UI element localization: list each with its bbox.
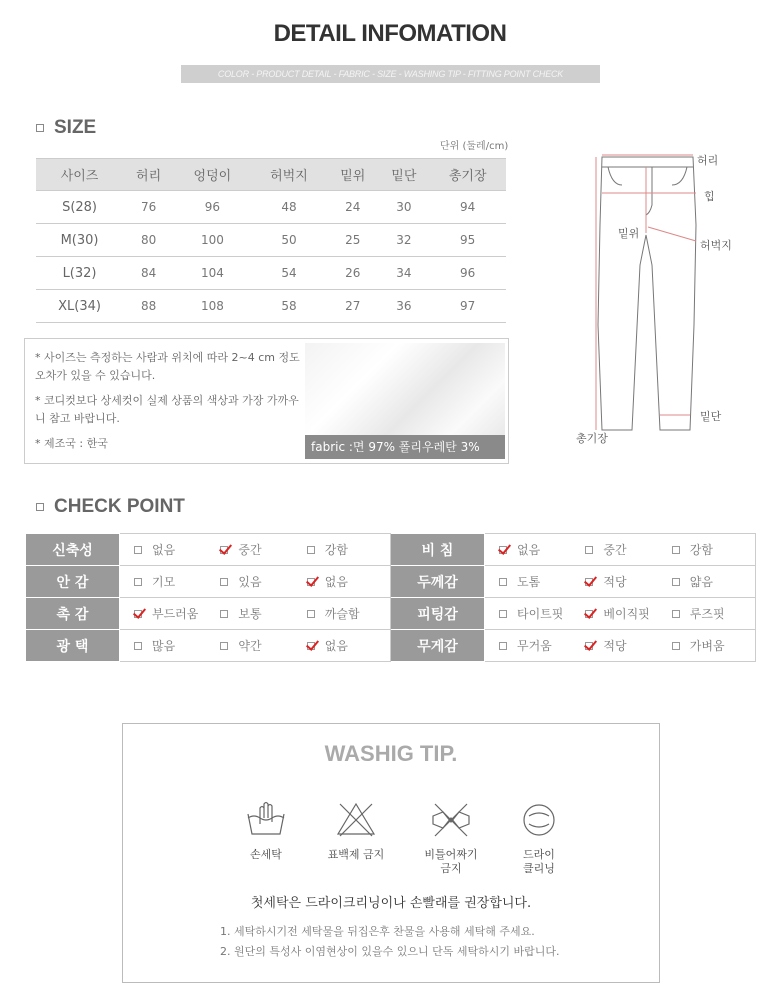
check-options: [485, 630, 756, 662]
size-column-header: 엉덩이: [174, 159, 251, 191]
check-category: 피팅감: [391, 598, 485, 630]
measurement-cell: 100: [174, 224, 251, 257]
check-option-label: 없음: [152, 543, 176, 557]
checkbox-icon: [134, 546, 142, 554]
table-row: [36, 290, 506, 323]
no-bleach-item: [316, 800, 396, 862]
checkbox-icon: [499, 642, 507, 650]
size-label-cell: M(30): [36, 224, 123, 257]
check-options: [120, 566, 391, 598]
note-item: * 사이즈는 측정하는 사람과 위치에 따라 2~4 cm 정도 오차가 있을 수 있습니다.: [35, 351, 300, 382]
size-label-cell: XL(34): [36, 290, 123, 323]
checked-box-icon: [585, 642, 593, 650]
no-wring-label: 비틀어짜기 금지: [424, 848, 478, 875]
hand-wash-item: [226, 800, 306, 862]
check-option-label: 가벼움: [689, 639, 725, 653]
no-bleach-label: 표백제 금지: [327, 848, 385, 861]
no-bleach-icon: [334, 800, 378, 840]
check-option: [293, 605, 379, 622]
check-options: [120, 534, 391, 566]
check-option-label: 베이직핏: [603, 607, 650, 621]
dry-clean-label: 드라이 클리닝: [523, 848, 555, 875]
check-category: 광 택: [26, 630, 120, 662]
label-hem: 밑단: [700, 410, 722, 423]
measurement-cell: 94: [429, 191, 506, 224]
check-category: 무게감: [391, 630, 485, 662]
check-option-label: 많음: [152, 639, 176, 653]
check-category: 안 감: [26, 566, 120, 598]
checkbox-icon: [220, 610, 228, 618]
hand-wash-label: 손세탁: [250, 848, 282, 861]
table-row: [36, 191, 506, 224]
check-option-label: 얇음: [689, 575, 713, 589]
section-nav-bar: COLOR - PRODUCT DETAIL - FABRIC - SIZE - WASHING TIP - FITTING POINT CHECK: [181, 65, 600, 83]
check-option-label: 약간: [238, 639, 262, 653]
size-label-cell: L(32): [36, 257, 123, 290]
fabric-swatch-image: [305, 343, 505, 459]
check-options: [485, 566, 756, 598]
page-title: DETAIL INFOMATION: [273, 20, 507, 47]
check-options: [485, 534, 756, 566]
measurement-cell: 58: [251, 290, 328, 323]
measurement-cell: 30: [378, 191, 429, 224]
measurement-cell: 48: [251, 191, 328, 224]
check-category: 두께감: [391, 566, 485, 598]
checkbox-icon: [499, 578, 507, 586]
measurement-cell: 97: [429, 290, 506, 323]
checkbox-icon: [672, 610, 680, 618]
checked-box-icon: [499, 546, 507, 554]
measurement-cell: 88: [123, 290, 174, 323]
pants-outline-icon: [560, 145, 760, 455]
washing-lead-text: 첫세탁은 드라이크리닝이나 손빨래를 권장합니다.: [250, 896, 532, 911]
checkbox-icon: [134, 578, 142, 586]
check-row: [26, 630, 756, 662]
check-option: [120, 605, 206, 622]
check-option: [571, 637, 657, 654]
check-option: [206, 573, 292, 590]
check-category: 촉 감: [26, 598, 120, 630]
check-option: [206, 637, 292, 654]
check-option-label: 중간: [603, 543, 627, 557]
check-point-heading-label: CHECK POINT: [54, 496, 185, 517]
check-point-table: [25, 533, 756, 662]
washing-tips-list: [220, 922, 560, 962]
checkbox-icon: [307, 546, 315, 554]
measurement-cell: 27: [327, 290, 378, 323]
check-row: [26, 598, 756, 630]
checked-box-icon: [220, 546, 228, 554]
unit-label: 단위 (둘레/cm): [440, 141, 509, 152]
check-option: [485, 541, 571, 558]
table-row: [36, 257, 506, 290]
checked-box-icon: [307, 642, 315, 650]
square-bullet-icon: [36, 503, 44, 511]
check-option: [120, 541, 206, 558]
check-option: [206, 605, 292, 622]
pants-measurement-diagram: [560, 145, 760, 455]
checkbox-icon: [220, 642, 228, 650]
checked-box-icon: [134, 610, 142, 618]
check-option-label: 보통: [238, 607, 262, 621]
check-options: [120, 598, 391, 630]
check-option-label: 기모: [152, 575, 176, 589]
measurement-cell: 50: [251, 224, 328, 257]
check-point-heading: [36, 496, 185, 518]
check-option: [293, 573, 379, 590]
size-column-header: 밑위: [327, 159, 378, 191]
label-hip: 힙: [704, 190, 715, 203]
washing-tip-item: 1. 세탁하시기전 세탁물을 뒤집은후 찬물을 사용해 세탁해 주세요.: [220, 925, 535, 938]
check-option-label: 부드러움: [152, 607, 199, 621]
check-option: [658, 541, 744, 558]
measurement-cell: 80: [123, 224, 174, 257]
checkbox-icon: [220, 578, 228, 586]
no-wring-icon: [429, 800, 473, 840]
check-option-label: 적당: [603, 575, 627, 589]
measurement-cell: 95: [429, 224, 506, 257]
check-option: [293, 637, 379, 654]
size-table-header: [36, 159, 506, 191]
measurement-cell: 32: [378, 224, 429, 257]
size-column-header: 허리: [123, 159, 174, 191]
check-category: 신축성: [26, 534, 120, 566]
check-option: [485, 573, 571, 590]
size-column-header: 허벅지: [251, 159, 328, 191]
checked-box-icon: [307, 578, 315, 586]
measurement-cell: 108: [174, 290, 251, 323]
size-label-cell: S(28): [36, 191, 123, 224]
size-table: [36, 158, 506, 323]
hand-wash-icon: [244, 800, 288, 840]
check-option-label: 없음: [324, 639, 348, 653]
check-option: [120, 573, 206, 590]
label-waist: 허리: [697, 154, 719, 167]
measurement-cell: 76: [123, 191, 174, 224]
check-option: [571, 541, 657, 558]
check-option: [293, 541, 379, 558]
check-option: [206, 541, 292, 558]
size-column-header: 총기장: [429, 159, 506, 191]
size-column-header: 사이즈: [36, 159, 123, 191]
washing-tip-item: 2. 원단의 특성사 이염현상이 있을수 있으니 단독 세탁하시기 바랍니다.: [220, 945, 560, 958]
check-option-label: 도톰: [517, 575, 541, 589]
check-option-label: 적당: [603, 639, 627, 653]
checkbox-icon: [585, 546, 593, 554]
note-item: * 제조국 : 한국: [35, 437, 108, 450]
label-rise: 밑위: [618, 227, 640, 240]
check-point-body: [26, 534, 756, 662]
measurement-cell: 54: [251, 257, 328, 290]
check-option-label: 강함: [324, 543, 348, 557]
note-item: * 코디컷보다 상세컷이 실제 상품의 색상과 가장 가까우니 참고 바랍니다.: [35, 394, 299, 425]
check-option: [485, 637, 571, 654]
checkbox-icon: [134, 642, 142, 650]
measurement-cell: 84: [123, 257, 174, 290]
check-option: [485, 605, 571, 622]
check-option-label: 루즈핏: [689, 607, 725, 621]
no-wring-item: [411, 800, 491, 876]
measurement-cell: 26: [327, 257, 378, 290]
check-option: [658, 637, 744, 654]
check-option-label: 있음: [238, 575, 262, 589]
check-option-label: 없음: [324, 575, 348, 589]
check-category: 비 침: [391, 534, 485, 566]
washing-tip-title: WASHIG TIP.: [324, 741, 458, 766]
checkbox-icon: [499, 610, 507, 618]
check-option-label: 무거움: [517, 639, 552, 653]
measurement-cell: 104: [174, 257, 251, 290]
check-option: [571, 605, 657, 622]
measurement-cell: 34: [378, 257, 429, 290]
checkbox-icon: [672, 642, 680, 650]
check-options: [485, 598, 756, 630]
check-option: [571, 573, 657, 590]
check-row: [26, 566, 756, 598]
notes-list: [35, 349, 305, 460]
check-option: [120, 637, 206, 654]
checked-box-icon: [585, 578, 593, 586]
check-option-label: 강함: [689, 543, 713, 557]
checkbox-icon: [307, 610, 315, 618]
checkbox-icon: [672, 578, 680, 586]
measurement-cell: 25: [327, 224, 378, 257]
check-option-label: 까슬함: [324, 607, 360, 621]
check-option: [658, 573, 744, 590]
check-options: [120, 630, 391, 662]
table-row: [36, 224, 506, 257]
measurement-cell: 24: [327, 191, 378, 224]
label-thigh: 허벅지: [700, 239, 732, 252]
label-length: 총기장: [576, 432, 608, 445]
measurement-cell: 36: [378, 290, 429, 323]
size-heading-label: SIZE: [54, 117, 97, 138]
check-option-label: 없음: [517, 543, 541, 557]
size-heading: [36, 117, 96, 139]
dry-clean-item: [499, 800, 579, 876]
check-row: [26, 534, 756, 566]
size-column-header: 밑단: [378, 159, 429, 191]
checked-box-icon: [585, 610, 593, 618]
fabric-composition: fabric :면 97% 폴리우레탄 3%: [305, 435, 505, 459]
checkbox-icon: [672, 546, 680, 554]
check-option-label: 타이트핏: [517, 607, 564, 621]
check-option-label: 중간: [238, 543, 262, 557]
measurement-cell: 96: [429, 257, 506, 290]
square-bullet-icon: [36, 124, 44, 132]
check-option: [658, 605, 744, 622]
washing-tip-box: [122, 723, 660, 983]
size-table-body: [36, 191, 506, 323]
size-notes-box: [24, 338, 509, 464]
measurement-cell: 96: [174, 191, 251, 224]
dry-clean-icon: [517, 800, 561, 840]
